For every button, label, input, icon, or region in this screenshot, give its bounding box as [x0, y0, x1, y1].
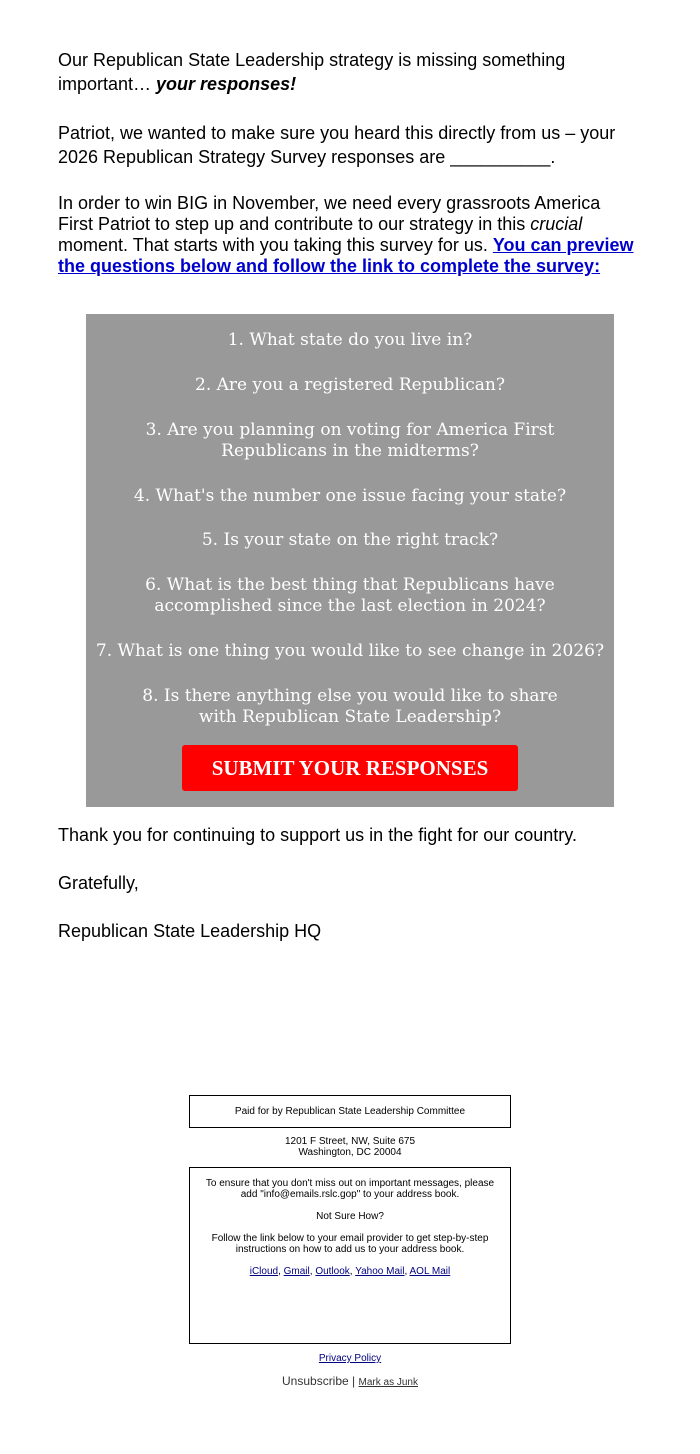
not-sure-text: Not Sure How? — [316, 1211, 384, 1222]
thank-you-text: Thank you for continuing to support us in the fight for our country. — [58, 825, 577, 845]
provider-link-yahoo[interactable]: Yahoo Mail — [355, 1266, 405, 1277]
privacy-row — [189, 1353, 511, 1364]
survey-status-paragraph: Patriot, we wanted to make sure you heard this directly from us – your 2026 Republican Strategy Survey responses are __________. — [58, 123, 616, 167]
link-separator: | — [352, 1374, 356, 1388]
survey-question-1: 1. What state do you live in? — [227, 330, 473, 350]
mailing-address — [189, 1136, 511, 1158]
survey-question-3: 3. Are you planning on voting for America First Republicans in the midterms? — [145, 420, 555, 461]
intro-emphasis: your responses! — [156, 74, 297, 94]
provider-link-aol[interactable]: AOL Mail — [409, 1266, 451, 1277]
ensure-text: To ensure that you don't miss out on important messages, please add "info@emails.rslc.gop" to your address book. — [205, 1178, 495, 1200]
provider-link-icloud[interactable]: iCloud — [249, 1266, 279, 1277]
email-provider-links: iCloud, Gmail, Outlook, Yahoo Mail, AOL Mail — [249, 1266, 451, 1277]
address-line-1: 1201 F Street, NW, Suite 675 — [284, 1136, 416, 1147]
follow-text: Follow the link below to your email provider to get step-by-step instructions on how to add us to your address book. — [211, 1233, 489, 1255]
survey-preview-link[interactable]: You can preview the questions below and follow the link to complete the survey: — [58, 235, 634, 276]
cta-emphasis: crucial — [530, 214, 583, 234]
survey-questions-panel — [86, 314, 614, 807]
submit-responses-button[interactable]: SUBMIT YOUR RESPONSES — [182, 745, 518, 791]
address-book-box — [189, 1167, 511, 1344]
provider-link-gmail[interactable]: Gmail — [283, 1266, 310, 1277]
intro-text: Our Republican State Leadership strategy is missing something important… — [58, 50, 566, 94]
call-to-action-paragraph — [58, 193, 638, 277]
survey-question-8: 8. Is there anything else you would like to share with Republican State Leadership? — [142, 686, 558, 727]
paid-for-text: Paid for by Republican State Leadership Committee — [234, 1106, 466, 1117]
survey-question-7: 7. What is one thing you would like to see change in 2026? — [95, 641, 605, 661]
unsubscribe-link[interactable]: Unsubscribe — [282, 1374, 349, 1388]
privacy-policy-link[interactable]: Privacy Policy — [318, 1353, 382, 1364]
cta-text-2: moment. That starts with you taking this survey for us. — [58, 235, 493, 255]
survey-question-2: 2. Are you a registered Republican? — [195, 375, 505, 395]
signoff-text: Gratefully, — [58, 873, 139, 893]
provider-link-outlook[interactable]: Outlook — [315, 1266, 350, 1277]
paid-for-box — [189, 1095, 511, 1128]
cta-text: In order to win BIG in November, we need every grassroots America First Patriot to step up and contribute to our strategy in this — [58, 193, 601, 234]
intro-paragraph — [58, 48, 638, 96]
unsubscribe-row — [189, 1375, 511, 1389]
address-line-2: Washington, DC 20004 — [298, 1147, 402, 1158]
mark-as-junk-link[interactable]: Mark as Junk — [358, 1377, 418, 1388]
signature-text: Republican State Leadership HQ — [58, 921, 322, 941]
survey-question-5: 5. Is your state on the right track? — [201, 530, 499, 550]
survey-question-6: 6. What is the best thing that Republicans have accomplished since the last election in 2024? — [145, 575, 555, 616]
survey-question-4: 4. What's the number one issue facing your state? — [133, 486, 567, 506]
